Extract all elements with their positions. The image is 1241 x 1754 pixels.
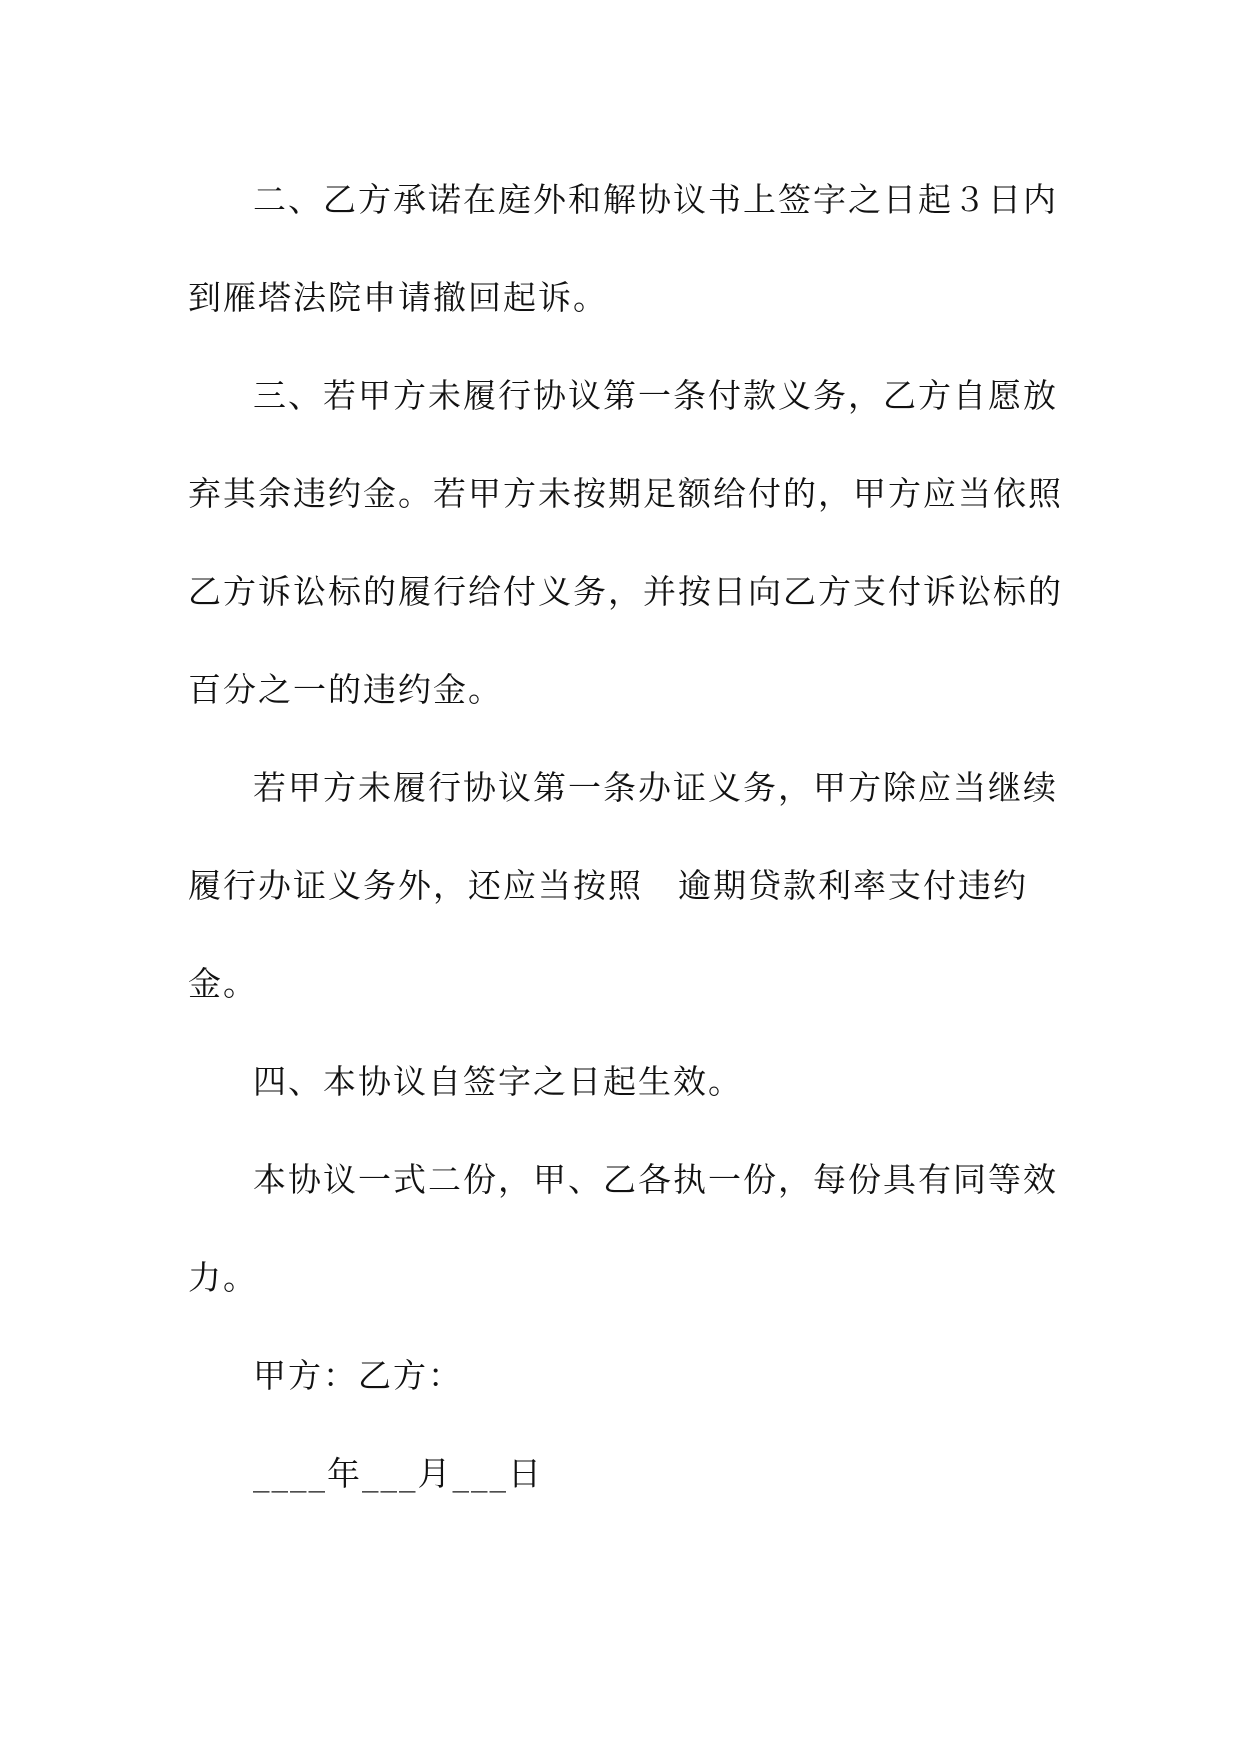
clause-2-line-1: 二、乙方承诺在庭外和解协议书上签字之日起３日内 [253,180,1058,219]
clause-3b-line-2: 履行办证义务外，还应当按照 逾期贷款利率支付违约 [188,866,1028,905]
signature-date: ____年___月___日 [253,1454,543,1493]
clause-3-line-3: 乙方诉讼标的履行给付义务，并按日向乙方支付诉讼标的 [188,572,1063,611]
copies-line-2: 力。 [188,1258,258,1297]
clause-3b-line-3: 金。 [188,964,258,1003]
clause-4-line-1: 四、本协议自签字之日起生效。 [253,1062,743,1101]
clause-2-line-2: 到雁塔法院申请撤回起诉。 [188,278,608,317]
clause-3b-line-1: 若甲方未履行协议第一条办证义务，甲方除应当继续 [253,768,1058,807]
clause-3-line-2: 弃其余违约金。若甲方未按期足额给付的，甲方应当依照 [188,474,1063,513]
clause-3-line-1: 三、若甲方未履行协议第一条付款义务，乙方自愿放 [253,376,1058,415]
signature-parties: 甲方：乙方： [253,1356,463,1395]
clause-3-line-4: 百分之一的违约金。 [188,670,503,709]
copies-line-1: 本协议一式二份，甲、乙各执一份，每份具有同等效 [253,1160,1058,1199]
